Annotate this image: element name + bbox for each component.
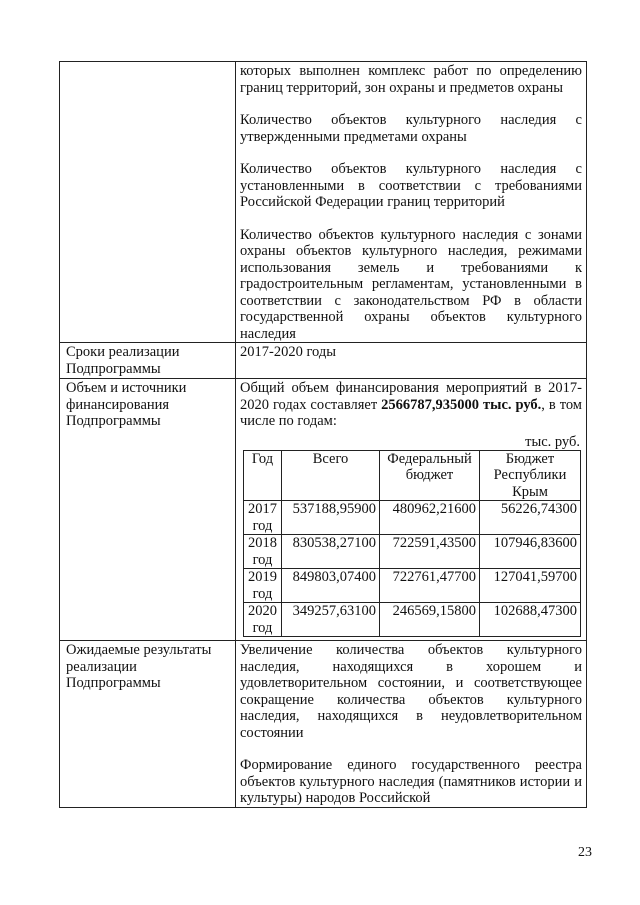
result-paragraph: Увеличение количества объектов культурного наследия, находящихся в хорошем и удовлетворительном состоянии, и соответствующее сокращение количества объектов культурного наследия, находящихся в неудовлетворительном состоянии bbox=[240, 642, 582, 741]
funding-text-after: , в том числе по годам: bbox=[240, 396, 582, 429]
funding-total: 2566787,935000 тыс. руб. bbox=[381, 396, 542, 413]
funding-text-before: Общий объем финансирования мероприятий в 2017-2020 годах составляет bbox=[240, 380, 582, 413]
terms-value: 2017-2020 годы bbox=[236, 343, 587, 379]
result-paragraph: Формирование единого государственного реестра объектов культурного наследия (памятников истории и культуры) народов Российской bbox=[240, 757, 582, 806]
header-federal: Федеральный бюджет bbox=[380, 450, 480, 501]
cell-federal: 722761,47700 bbox=[380, 569, 480, 603]
cell-federal: 246569,15800 bbox=[380, 603, 480, 637]
funding-label: Объем и источники финансирования Подпрограммы bbox=[60, 379, 236, 641]
passport-table bbox=[59, 61, 587, 808]
terms-label: Сроки реализации Подпрограммы bbox=[60, 343, 236, 379]
funding-table-header bbox=[244, 450, 581, 501]
cell-year: 2017 год bbox=[244, 501, 282, 535]
header-total: Всего bbox=[282, 450, 380, 501]
targets-value-cell bbox=[236, 62, 587, 343]
page-number: 23 bbox=[578, 845, 592, 860]
target-paragraph: которых выполнен комплекс работ по определению границ территорий, зон охраны и предметов охраны bbox=[240, 63, 582, 96]
funding-value-cell bbox=[236, 379, 587, 641]
target-paragraph: Количество объектов культурного наследия с утвержденными предметами охраны bbox=[240, 112, 582, 145]
target-paragraph: Количество объектов культурного наследия с установленными в соответствии с требованиями Российской Федерации границ территорий bbox=[240, 161, 582, 210]
cell-total: 537188,95900 bbox=[282, 501, 380, 535]
cell-crimea: 56226,74300 bbox=[480, 501, 581, 535]
cell-year: 2018 год bbox=[244, 535, 282, 569]
cell-total: 830538,27100 bbox=[282, 535, 380, 569]
table-row bbox=[244, 603, 581, 637]
results-value-cell bbox=[236, 641, 587, 808]
cell-crimea: 107946,83600 bbox=[480, 535, 581, 569]
cell-total: 849803,07400 bbox=[282, 569, 380, 603]
cell-crimea: 102688,47300 bbox=[480, 603, 581, 637]
funding-unit: тыс. руб. bbox=[525, 433, 580, 450]
funding-row bbox=[60, 379, 587, 641]
table-row bbox=[244, 569, 581, 603]
terms-row bbox=[60, 343, 587, 379]
results-label: Ожидаемые результаты реализации Подпрограммы bbox=[60, 641, 236, 808]
cell-federal: 480962,21600 bbox=[380, 501, 480, 535]
cell-federal: 722591,43500 bbox=[380, 535, 480, 569]
results-row bbox=[60, 641, 587, 808]
target-paragraph: Количество объектов культурного наследия с зонами охраны объектов культурного наследия, режимами использования земель и требованиями к градостроительным регламентам, установленными в соответствии с законодательством РФ в области государственной охраны объектов культурного наследия bbox=[240, 226, 582, 342]
cell-year: 2020 год bbox=[244, 603, 282, 637]
header-crimea: Бюджет Республики Крым bbox=[480, 450, 581, 501]
funding-text bbox=[240, 380, 582, 430]
header-year: Год bbox=[244, 450, 282, 501]
targets-row bbox=[60, 62, 587, 343]
table-row bbox=[244, 501, 581, 535]
cell-crimea: 127041,59700 bbox=[480, 569, 581, 603]
funding-table bbox=[243, 450, 581, 638]
targets-label-cell bbox=[60, 62, 236, 343]
table-row bbox=[244, 535, 581, 569]
cell-total: 349257,63100 bbox=[282, 603, 380, 637]
cell-year: 2019 год bbox=[244, 569, 282, 603]
